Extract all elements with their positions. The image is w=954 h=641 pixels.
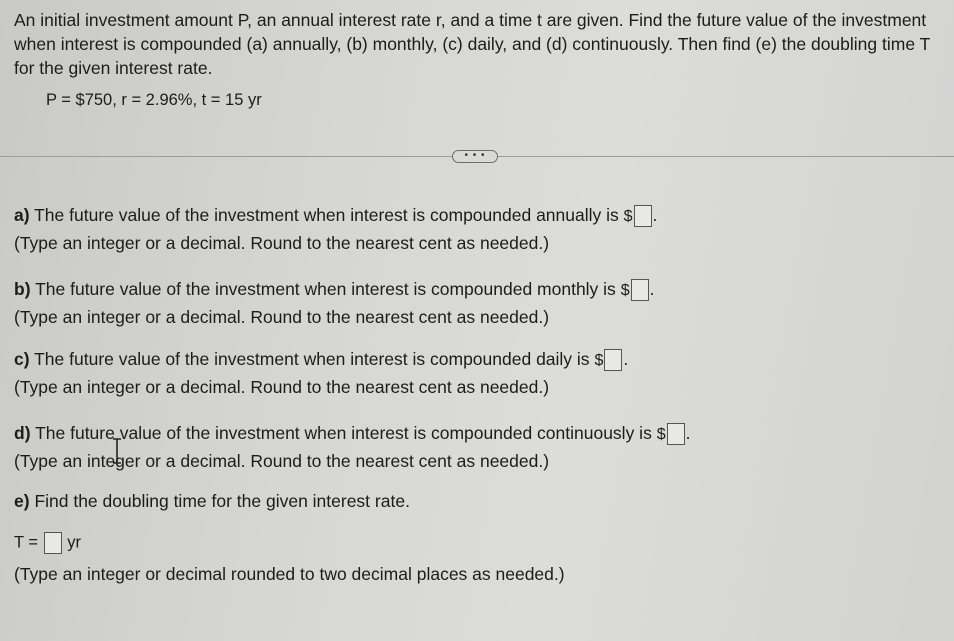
- hint-b: (Type an integer or a decimal. Round to the nearest cent as needed.): [14, 307, 550, 327]
- question-a-currency: $: [623, 208, 633, 225]
- more-options-button[interactable]: • • •: [452, 150, 498, 163]
- answer-input-a[interactable]: [634, 205, 652, 227]
- question-b-period: .: [649, 279, 655, 299]
- question-d-period: .: [685, 423, 691, 443]
- question-c-period: .: [623, 349, 629, 369]
- question-d-part: d): [14, 423, 31, 443]
- text-cursor-icon: [112, 438, 122, 464]
- hint-e: (Type an integer or decimal rounded to two decimal places as needed.): [14, 564, 565, 584]
- question-e: [14, 491, 410, 512]
- question-a-period: .: [652, 205, 658, 225]
- question-b-part: b): [14, 279, 31, 299]
- hint-c: (Type an integer or a decimal. Round to the nearest cent as needed.): [14, 377, 550, 397]
- question-e-part: e): [14, 491, 30, 511]
- question-c: [14, 349, 628, 371]
- answer-input-e[interactable]: [44, 532, 62, 554]
- question-d-text: The future value of the investment when interest is compounded continuously is: [35, 423, 652, 443]
- question-c-part: c): [14, 349, 30, 369]
- answer-input-d[interactable]: [667, 423, 685, 445]
- doubling-time-label: T =: [14, 533, 39, 552]
- question-b: [14, 279, 654, 301]
- hint-a: (Type an integer or a decimal. Round to the nearest cent as needed.): [14, 233, 550, 253]
- question-a-part: a): [14, 205, 30, 225]
- doubling-time-row: [14, 532, 81, 554]
- question-b-text: The future value of the investment when interest is compounded monthly is: [35, 279, 616, 299]
- question-a: [14, 205, 657, 227]
- question-a-text: The future value of the investment when interest is compounded annually is: [34, 205, 619, 225]
- given-values: P = $750, r = 2.96%, t = 15 yr: [46, 91, 262, 109]
- question-c-currency: $: [594, 352, 604, 369]
- question-d-currency: $: [656, 426, 666, 443]
- hint-d: (Type an integer or a decimal. Round to the nearest cent as needed.): [14, 451, 550, 471]
- answer-input-b[interactable]: [631, 279, 649, 301]
- doubling-time-unit: yr: [67, 533, 81, 552]
- problem-statement: An initial investment amount P, an annual interest rate r, and a time t are given. Find the future value of the investment when interest is compounded (a) annually, (b) monthly, (c) daily, and (d) continuously. Then find (e) the doubling time T for the given interest rate.: [14, 10, 930, 78]
- answer-input-c[interactable]: [604, 349, 622, 371]
- question-b-currency: $: [620, 282, 630, 299]
- question-e-text: Find the doubling time for the given interest rate.: [34, 491, 410, 511]
- question-c-text: The future value of the investment when interest is compounded daily is: [34, 349, 590, 369]
